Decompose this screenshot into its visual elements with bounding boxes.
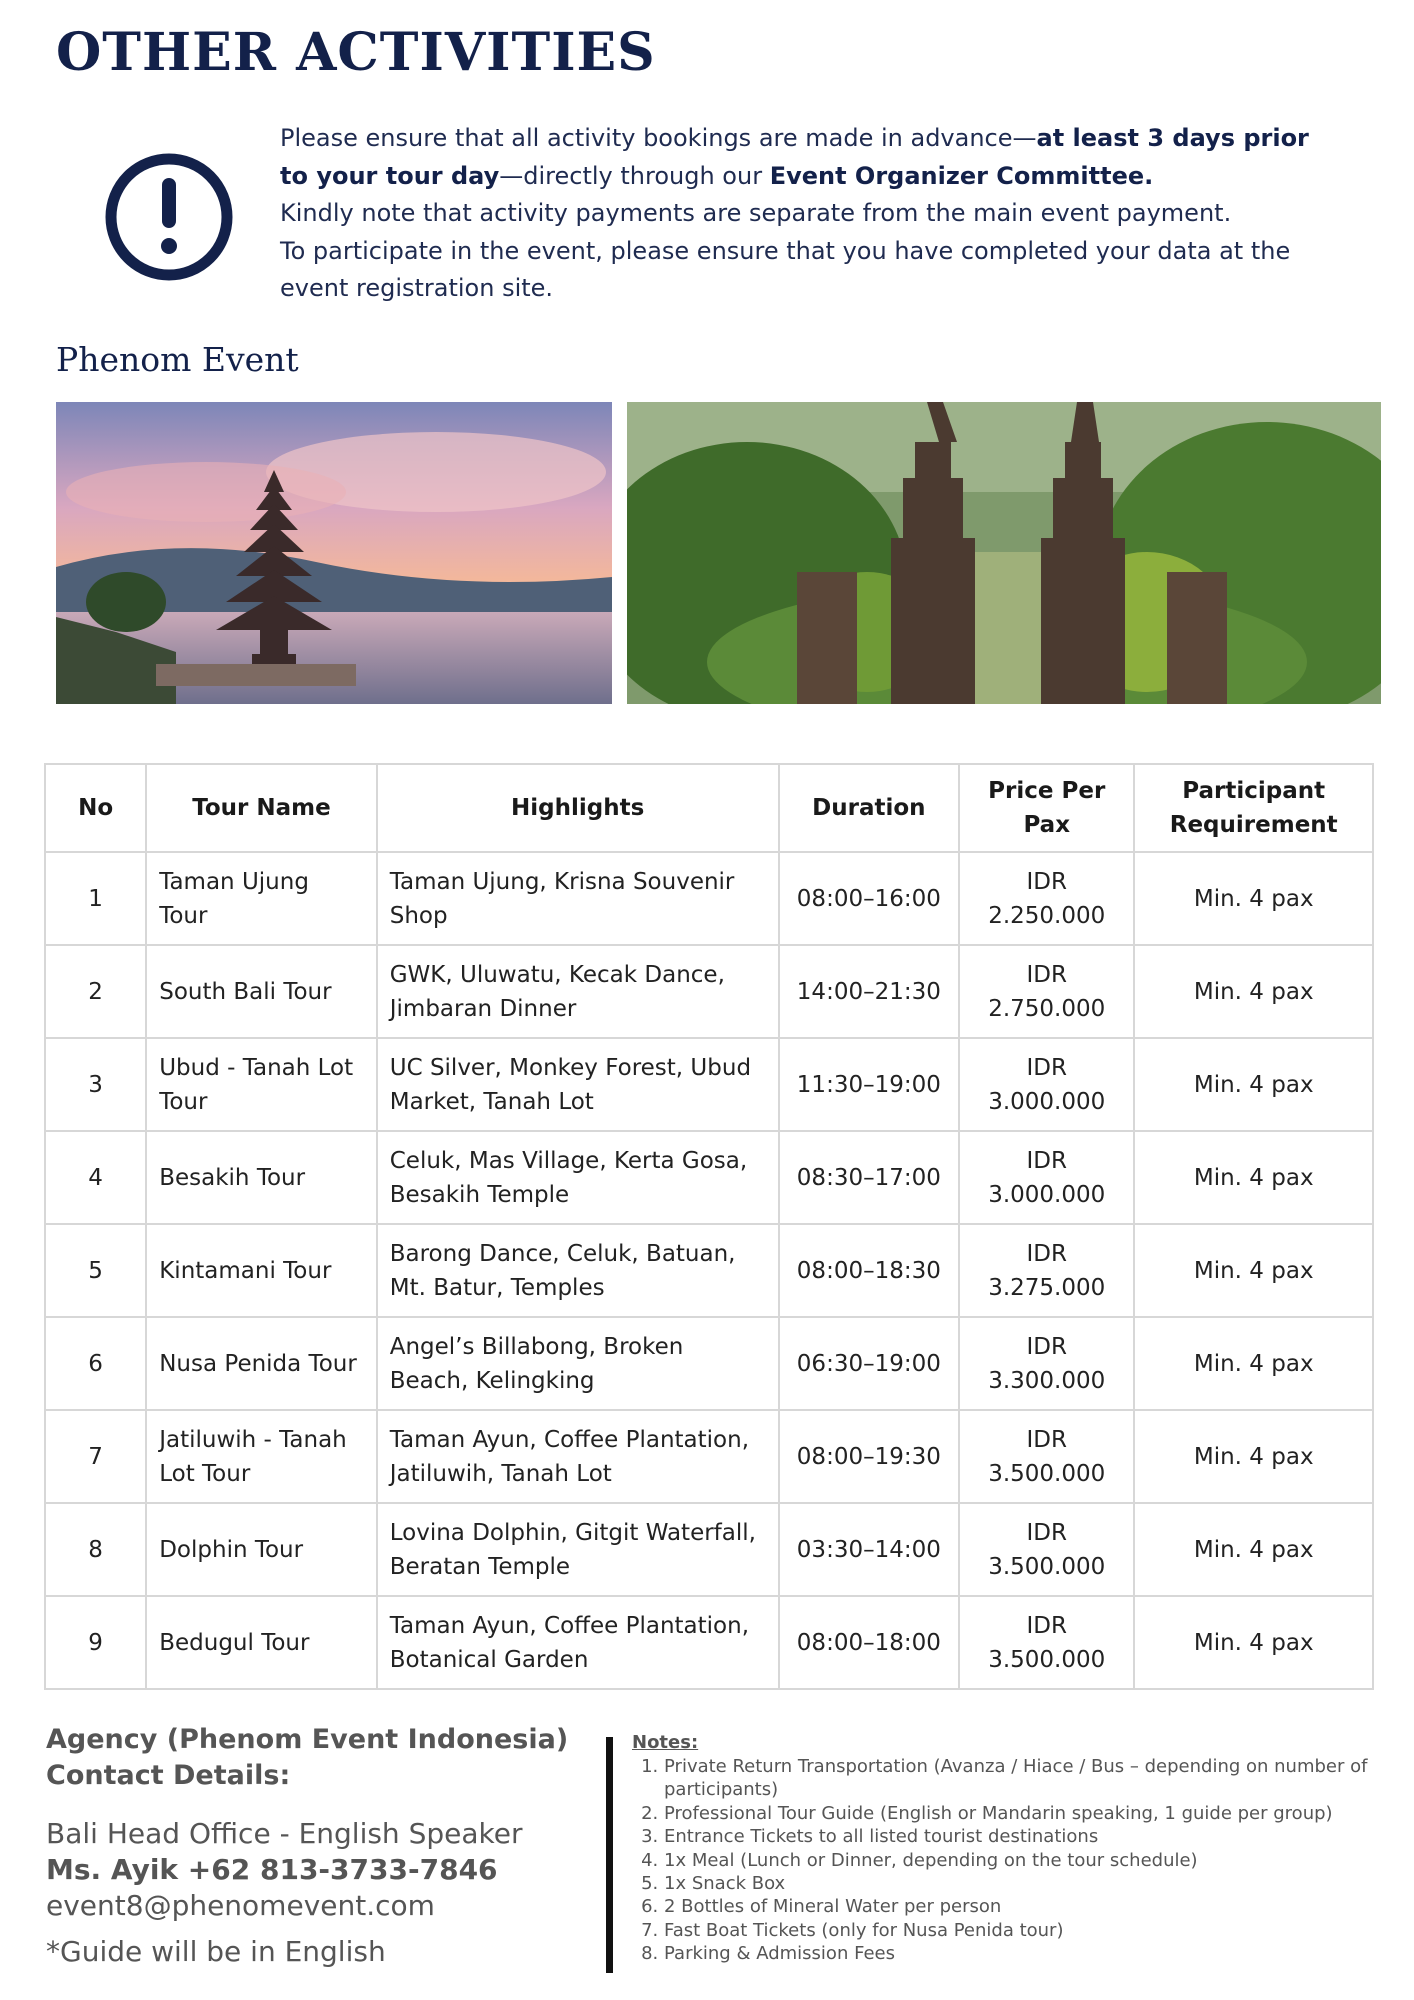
column-header-price: Price Per Pax [959,764,1134,852]
exclamation-circle-icon [104,152,234,282]
cell-duration: 08:00–16:00 [779,852,959,945]
cell-no: 6 [45,1317,146,1410]
guide-language-note: *Guide will be in English [46,1935,386,1968]
vertical-divider [606,1737,613,1973]
cell-requirement: Min. 4 pax [1134,1596,1373,1689]
cell-no: 9 [45,1596,146,1689]
cell-highlights: Taman Ayun, Coffee Plantation, Botanical Garden [377,1596,779,1689]
cell-no: 4 [45,1131,146,1224]
cell-requirement: Min. 4 pax [1134,1038,1373,1131]
cell-no: 7 [45,1410,146,1503]
cell-duration: 08:30–17:00 [779,1131,959,1224]
section-subtitle: Phenom Event [56,340,299,379]
cell-requirement: Min. 4 pax [1134,852,1373,945]
cell-price: IDR 3.500.000 [959,1410,1134,1503]
cell-price: IDR 3.000.000 [959,1131,1134,1224]
column-header-requirement: Participant Requirement [1134,764,1373,852]
cell-duration: 06:30–19:00 [779,1317,959,1410]
office-label: Bali Head Office - English Speaker [46,1817,523,1850]
agency-heading [46,1722,586,1794]
cell-duration: 11:30–19:00 [779,1038,959,1131]
cell-tour-name: Besakih Tour [146,1131,377,1224]
cell-tour-name: Bedugul Tour [146,1596,377,1689]
cell-highlights: Taman Ujung, Krisna Souvenir Shop [377,852,779,945]
list-item: 2. Professional Tour Guide (English or Mandarin speaking, 1 guide per group) [664,1802,1392,1825]
column-header-no: No [45,764,146,852]
cell-highlights: UC Silver, Monkey Forest, Ubud Market, Tanah Lot [377,1038,779,1131]
list-item: 4. 1x Meal (Lunch or Dinner, depending on the tour schedule) [664,1849,1392,1872]
column-header-highlights: Highlights [377,764,779,852]
cell-no: 1 [45,852,146,945]
contact-email: event8@phenomevent.com [46,1889,435,1922]
cell-duration: 08:00–18:00 [779,1596,959,1689]
contact-details [46,1722,586,1970]
agency-name: Agency (Phenom Event Indonesia) [46,1724,569,1755]
cell-price: IDR 3.500.000 [959,1596,1134,1689]
contact-details-label: Contact Details: [46,1760,291,1791]
list-item: 7. Fast Boat Tickets (only for Nusa Penida tour) [664,1919,1392,1942]
notes-list [632,1755,1392,1966]
table-row [45,852,1373,945]
cell-no: 8 [45,1503,146,1596]
page-title: OTHER ACTIVITIES [56,22,656,83]
notice-paragraph-booking: Please ensure that all activity bookings are made in advance—at least 3 days prior to your tour day—directly through our Event Organizer Committee. [280,124,1309,190]
temple-gate-photo [627,402,1381,704]
cell-highlights: GWK, Uluwatu, Kecak Dance, Jimbaran Dinner [377,945,779,1038]
cell-requirement: Min. 4 pax [1134,1410,1373,1503]
cell-tour-name: Kintamani Tour [146,1224,377,1317]
list-item: 1. Private Return Transportation (Avanza / Hiace / Bus – depending on number of participants) [664,1755,1392,1802]
temple-lake-photo [56,402,612,704]
table-row [45,945,1373,1038]
cell-price: IDR 3.275.000 [959,1224,1134,1317]
cell-price: IDR 3.300.000 [959,1317,1134,1410]
column-header-duration: Duration [779,764,959,852]
table-row [45,1410,1373,1503]
notes-section [632,1731,1392,1966]
cell-tour-name: Ubud - Tanah Lot Tour [146,1038,377,1131]
list-item: 3. Entrance Tickets to all listed tourist destinations [664,1825,1392,1848]
cell-highlights: Barong Dance, Celuk, Batuan, Mt. Batur, Temples [377,1224,779,1317]
cell-no: 2 [45,945,146,1038]
table-row [45,1224,1373,1317]
tours-table [44,763,1374,1690]
cell-highlights: Angel’s Billabong, Broken Beach, Kelingking [377,1317,779,1410]
table-row [45,1596,1373,1689]
table-header-row [45,764,1373,852]
cell-price: IDR 2.750.000 [959,945,1134,1038]
cell-no: 3 [45,1038,146,1131]
cell-requirement: Min. 4 pax [1134,1503,1373,1596]
booking-notice [280,120,1340,308]
notice-paragraph-registration: To participate in the event, please ensure that you have completed your data at the event registration site. [280,236,1291,302]
table-row [45,1317,1373,1410]
cell-tour-name: Jatiluwih - Tanah Lot Tour [146,1410,377,1503]
cell-tour-name: South Bali Tour [146,945,377,1038]
cell-duration: 14:00–21:30 [779,945,959,1038]
cell-tour-name: Nusa Penida Tour [146,1317,377,1410]
cell-tour-name: Dolphin Tour [146,1503,377,1596]
cell-tour-name: Taman Ujung Tour [146,852,377,945]
notice-paragraph-payment: Kindly note that activity payments are separate from the main event payment. [280,199,1232,227]
cell-requirement: Min. 4 pax [1134,1224,1373,1317]
cell-duration: 03:30–14:00 [779,1503,959,1596]
cell-requirement: Min. 4 pax [1134,945,1373,1038]
list-item: 6. 2 Bottles of Mineral Water per person [664,1895,1392,1918]
contact-person-phone: Ms. Ayik +62 813-3733-7846 [46,1853,498,1886]
cell-price: IDR 3.000.000 [959,1038,1134,1131]
cell-highlights: Lovina Dolphin, Gitgit Waterfall, Beratan Temple [377,1503,779,1596]
list-item: 8. Parking & Admission Fees [664,1942,1392,1965]
cell-requirement: Min. 4 pax [1134,1317,1373,1410]
cell-no: 5 [45,1224,146,1317]
cell-requirement: Min. 4 pax [1134,1131,1373,1224]
table-row [45,1503,1373,1596]
cell-highlights: Celuk, Mas Village, Kerta Gosa, Besakih Temple [377,1131,779,1224]
cell-duration: 08:00–18:30 [779,1224,959,1317]
cell-duration: 08:00–19:30 [779,1410,959,1503]
column-header-tour-name: Tour Name [146,764,377,852]
cell-highlights: Taman Ayun, Coffee Plantation, Jatiluwih, Tanah Lot [377,1410,779,1503]
cell-price: IDR 3.500.000 [959,1503,1134,1596]
list-item: 5. 1x Snack Box [664,1872,1392,1895]
table-row [45,1038,1373,1131]
table-row [45,1131,1373,1224]
notes-heading: Notes: [632,1732,699,1753]
cell-price: IDR 2.250.000 [959,852,1134,945]
